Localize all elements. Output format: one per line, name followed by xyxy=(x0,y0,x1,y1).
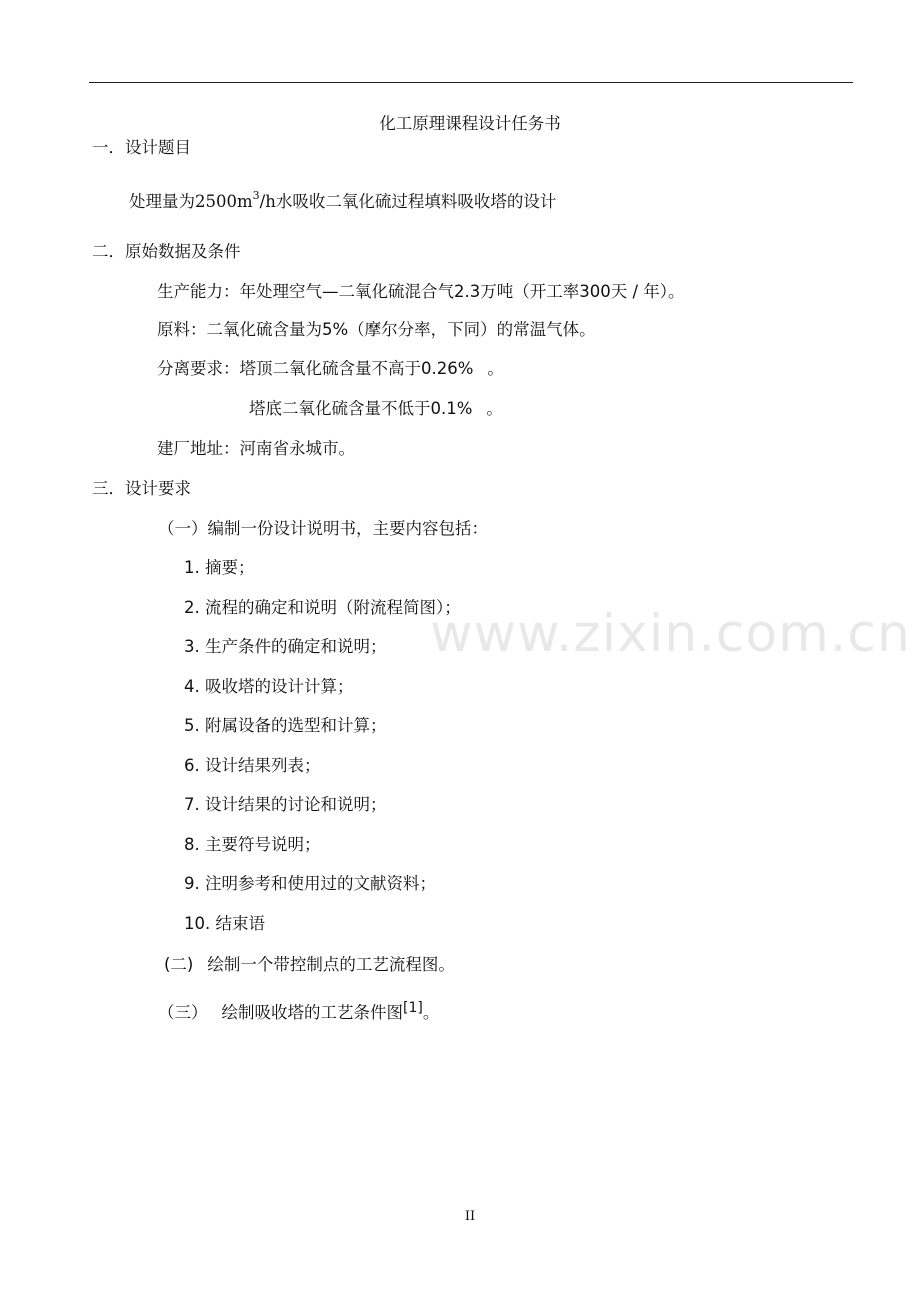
list-item: 9. 注明参考和使用过的文献资料； xyxy=(184,874,436,893)
part2-line xyxy=(164,954,455,976)
list-item: 10. 结束语 xyxy=(184,914,265,933)
page-number: II xyxy=(464,1209,476,1224)
design-topic-prefix: 处理量为2500m xyxy=(129,192,253,211)
list-item: 8. 主要符号说明； xyxy=(184,835,321,854)
separation-requirement-bottom xyxy=(249,398,503,420)
separation-bottom-end: 。 xyxy=(486,399,503,418)
part3-label: （三） xyxy=(158,1003,208,1022)
watermark: www.zixin.com.cn xyxy=(430,604,911,664)
separation-requirement-top xyxy=(157,358,504,380)
list-item: 3. 生产条件的确定和说明； xyxy=(184,637,387,656)
plant-site: 建厂地址：河南省永城市。 xyxy=(157,439,355,458)
part2-label: (二) xyxy=(164,955,194,974)
header-rule xyxy=(89,82,853,83)
section3-heading: 三．设计要求 xyxy=(92,479,191,498)
part3-text: 绘制吸收塔的工艺条件图 xyxy=(221,1003,403,1022)
citation-ref: [1] xyxy=(403,1000,423,1016)
page-title: 化工原理课程设计任务书 xyxy=(379,114,561,133)
raw-material: 原料：二氧化硫含量为5%（摩尔分率，下同）的常温气体。 xyxy=(157,320,596,339)
list-item: 6. 设计结果列表； xyxy=(184,756,321,775)
list-item: 1. 摘要； xyxy=(184,558,255,577)
separation-top-end: 。 xyxy=(487,359,504,378)
design-topic-superscript: 3 xyxy=(252,189,260,202)
part3-end: 。 xyxy=(422,1003,440,1022)
section1-heading: 一．设计题目 xyxy=(92,138,191,157)
list-item: 4. 吸收塔的设计计算； xyxy=(184,677,354,696)
list-item: 7. 设计结果的讨论和说明； xyxy=(184,795,387,814)
design-topic-suffix: /h水吸收二氧化硫过程填料吸收塔的设计 xyxy=(259,192,557,211)
production-capacity: 生产能力：年处理空气—二氧化硫混合气2.3万吨（开工率300天 / 年）。 xyxy=(157,282,685,301)
list-item: 5. 附属设备的选型和计算； xyxy=(184,716,387,735)
list-item: 2. 流程的确定和说明（附流程简图）； xyxy=(184,598,461,617)
separation-top-text: 分离要求：塔顶二氧化硫含量不高于0.26% xyxy=(157,359,474,378)
section2-heading: 二．原始数据及条件 xyxy=(92,242,241,261)
separation-bottom-text: 塔底二氧化硫含量不低于0.1% xyxy=(249,399,473,418)
design-topic xyxy=(129,191,556,213)
part3-line xyxy=(158,1002,439,1024)
part1-label: （一）编制一份设计说明书，主要内容包括： xyxy=(158,519,488,538)
part2-text: 绘制一个带控制点的工艺流程图。 xyxy=(207,955,455,974)
